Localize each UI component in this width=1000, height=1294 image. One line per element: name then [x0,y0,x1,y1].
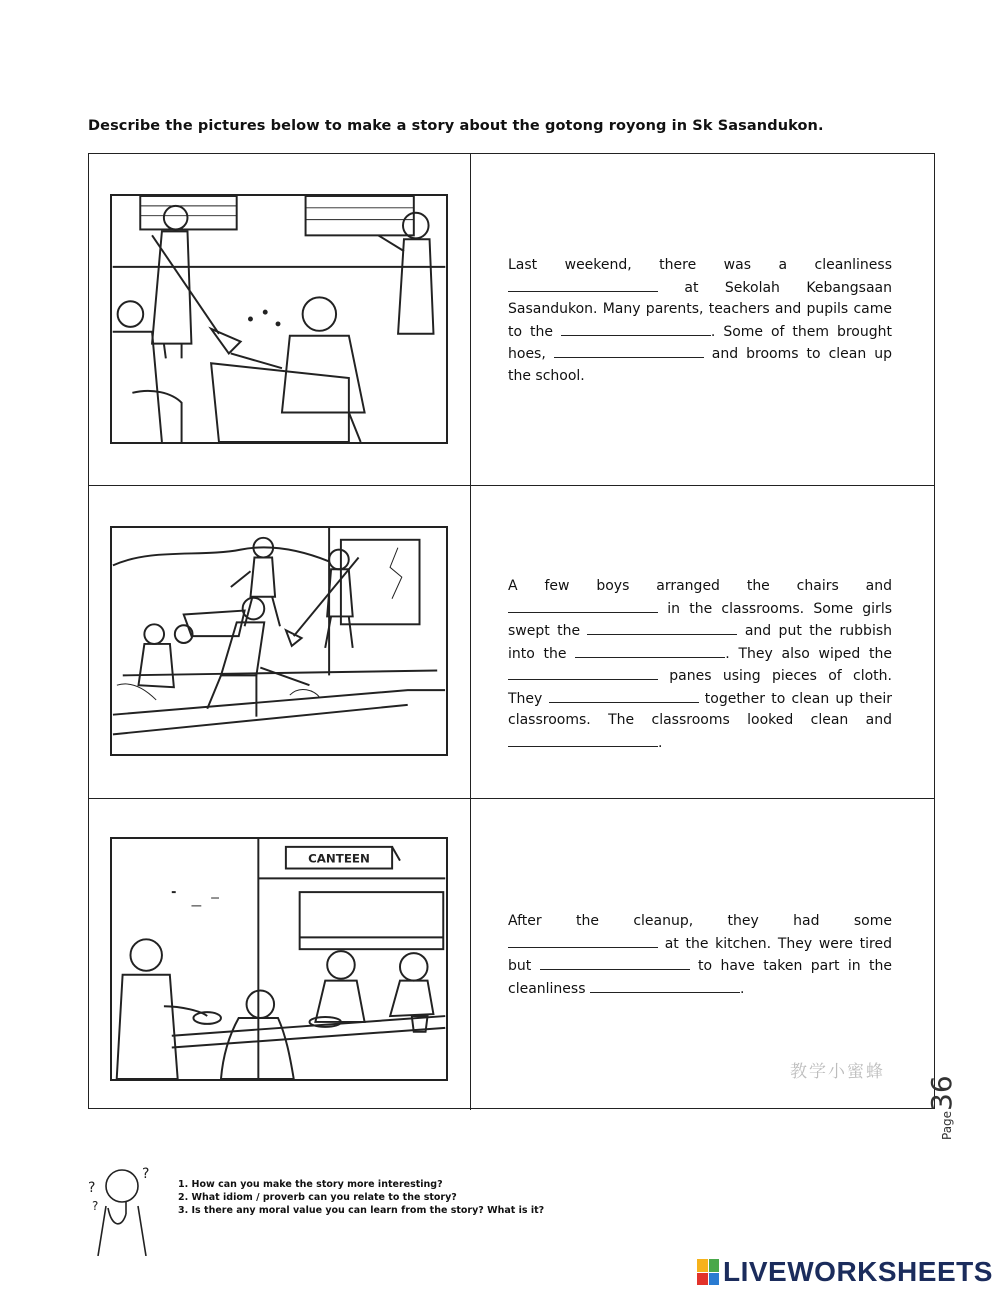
answer-blank[interactable] [508,598,658,613]
story-text: Last weekend, there was a cleanliness [508,257,892,273]
svg-text:?: ? [92,1199,99,1213]
answer-blank[interactable] [561,321,711,336]
svg-text:?: ? [88,1180,96,1196]
story-table [88,153,935,1109]
story-row-2 [89,486,934,799]
story-text: . [739,980,745,997]
answer-blank[interactable] [587,620,737,635]
page-number [925,1075,958,1140]
svg-text:?: ? [142,1166,150,1182]
canteen-picture [110,837,448,1081]
answer-blank[interactable] [549,688,699,703]
question-3: 3. Is there any moral value you can learn from the story? What is it? [178,1205,545,1216]
watermark-text: 教学小蜜蜂 [790,1062,885,1082]
story-text: and put the rubbish into the [508,623,893,662]
answer-blank[interactable] [554,343,704,358]
story-paragraph-2 [508,576,892,754]
instruction-text: Describe the pictures below to make a story about the gotong royong in Sk Sasandukon. [88,118,824,134]
story-text: at Sekolah Kebangsaan Sasandukon. Many parents, teachers and pupils came to the [508,279,892,340]
question-2: 2. What idiom / proverb can you relate to the story? [178,1192,457,1203]
story-text: After the cleanup, they had some [508,913,892,929]
story-text: and brooms to clean up the school. [508,346,892,384]
answer-blank[interactable] [575,643,725,658]
page-label: Page [940,1110,954,1140]
answer-blank[interactable] [508,933,658,948]
question-1: 1. How can you make the story more interesting? [178,1179,443,1190]
answer-blank[interactable] [540,955,690,970]
cleaning-picture-1 [110,194,448,444]
story-paragraph-1 [508,255,892,387]
story-text: . They also wiped the [725,645,892,662]
answer-blank[interactable] [508,732,658,747]
answer-blank[interactable] [508,277,658,292]
story-text: to have taken part in the cleanliness [508,958,892,997]
story-paragraph-3 [508,911,892,1000]
story-text: A few boys arranged the chairs and [508,578,892,594]
story-text: panes using pieces of cloth. They [508,668,892,707]
story-text: . [658,734,663,751]
story-text: at the kitchen. They were tired but [508,935,892,974]
story-text: . Some of them brought hoes, [508,323,892,362]
answer-blank[interactable] [508,665,658,680]
story-text: together to clean up their classrooms. The classrooms looked clean and [508,690,892,728]
answer-blank[interactable] [590,978,740,993]
reflection-questions [178,1178,544,1217]
liveworksheets-logo[interactable] [697,1256,993,1288]
cleaning-picture-2 [110,526,448,756]
story-row-1 [89,154,934,486]
logo-mark-icon [697,1259,719,1285]
thinking-person-icon [82,1158,160,1256]
page-number-value: 36 [925,1075,958,1111]
story-text: in the classrooms. Some girls swept the [508,600,892,639]
logo-text: LIVEWORKSHEETS [723,1256,993,1287]
canteen-sign: CANTEEN [308,851,370,866]
